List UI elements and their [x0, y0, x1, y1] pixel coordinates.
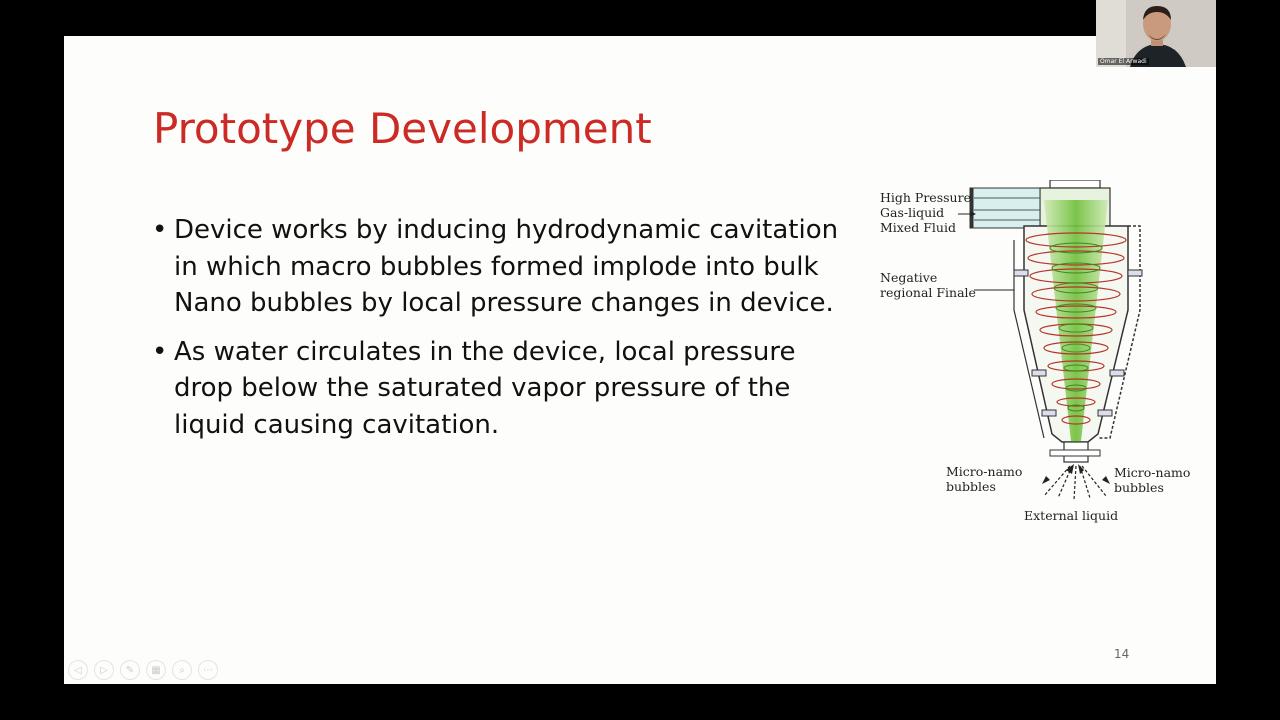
slideshow-controls [68, 660, 218, 680]
label-micro-nano-right: Micro-namo bubbles [1114, 465, 1191, 495]
more-icon[interactable]: ⋯ [198, 660, 218, 680]
page-number: 14 [1114, 647, 1130, 661]
label-external-liquid: External liquid [1024, 508, 1119, 523]
label-high-pressure: High Pressure Gas-liquid Mixed Fluid [880, 190, 971, 235]
label-micro-nano-left: Micro-namo bubbles [946, 464, 1023, 494]
slide-title: Prototype Development [153, 104, 652, 153]
slides-grid-icon[interactable]: ▦ [146, 660, 166, 680]
bullet-item: • As water circulates in the device, local pressure drop below the saturated vapor pressure of the liquid causing cavitation. [152, 334, 852, 444]
slide [64, 36, 1216, 684]
presenter-name: Omar El Arwadi [1100, 58, 1147, 65]
zoom-icon[interactable]: ⌕ [172, 660, 192, 680]
previous-icon[interactable]: ◁ [68, 660, 88, 680]
bullet-item: • Device works by inducing hydrodynamic cavitation in which macro bubbles formed implode into bulk Nano bubbles by local pressure changes in device. [152, 212, 852, 322]
presenter-webcam[interactable] [1096, 0, 1216, 67]
bullet-list [152, 212, 852, 455]
nanobubble-generator-diagram [874, 180, 1204, 530]
pen-icon[interactable]: ✎ [120, 660, 140, 680]
next-icon[interactable]: ▷ [94, 660, 114, 680]
presenter-avatar [1096, 0, 1216, 67]
label-negative-region: Negative regional Finale [880, 270, 976, 300]
